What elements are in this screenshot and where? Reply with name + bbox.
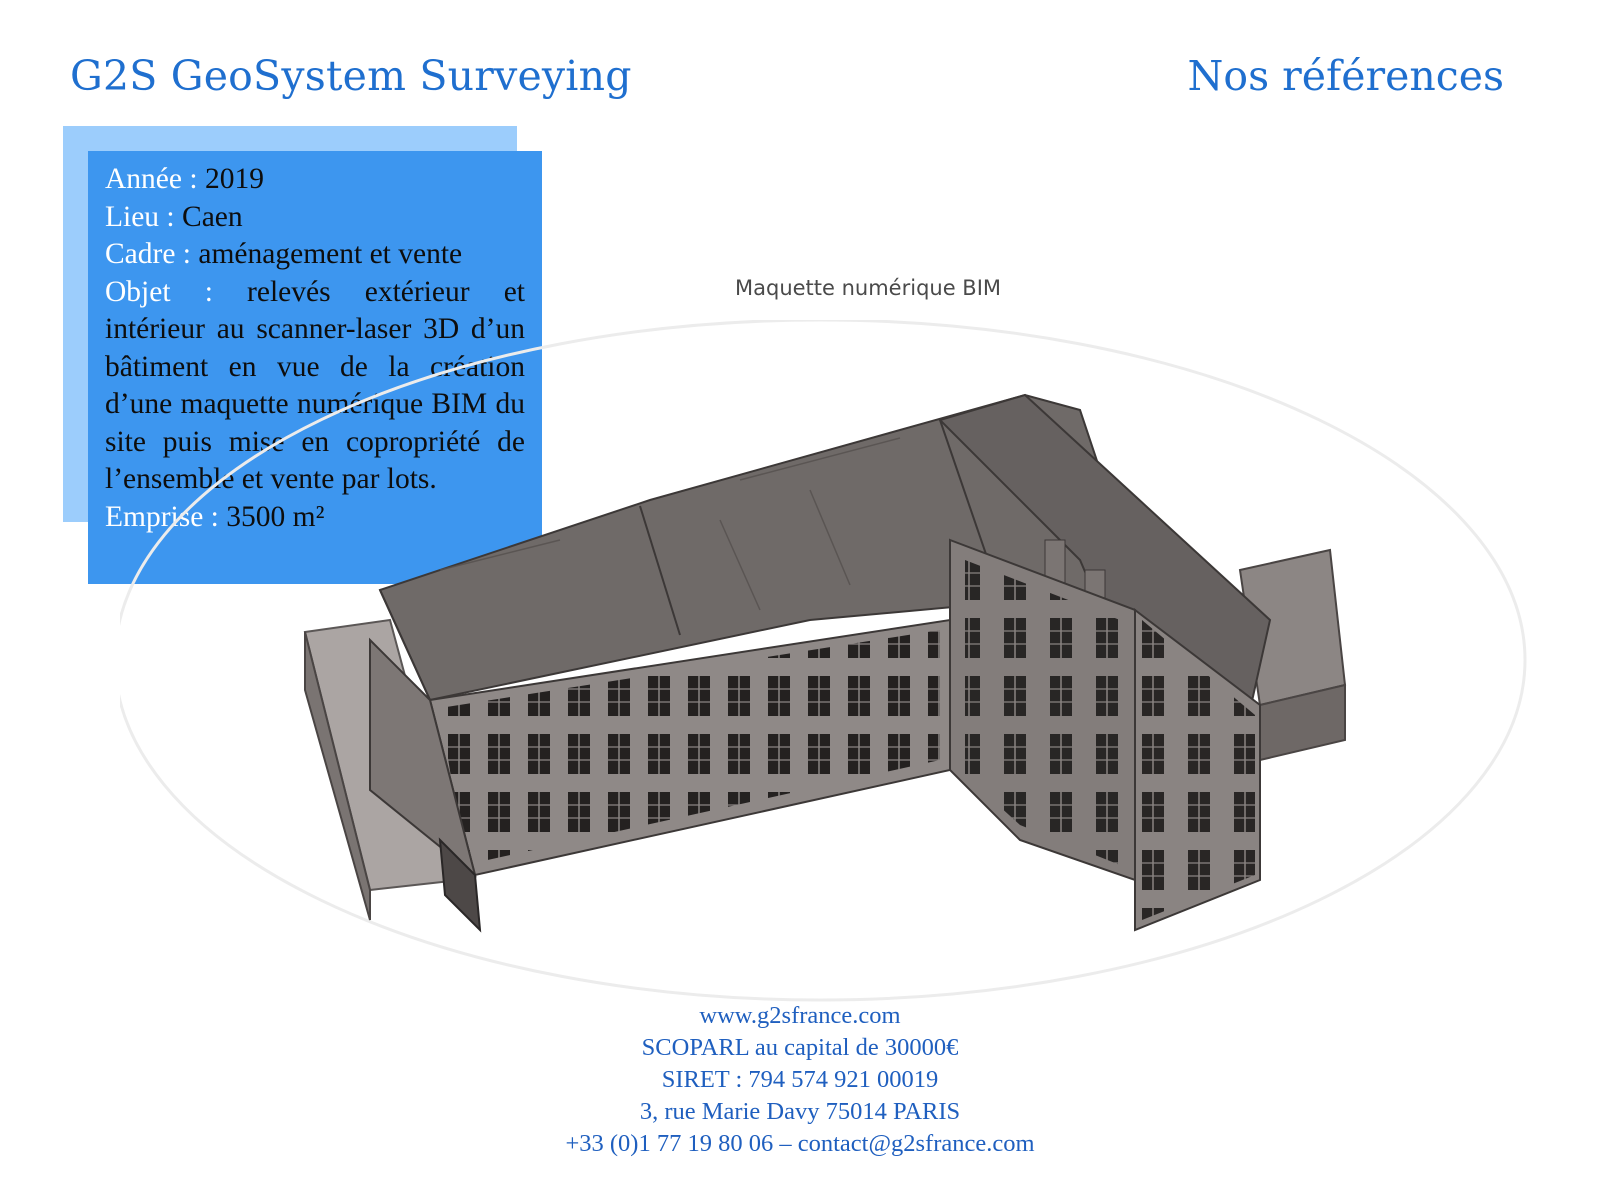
footer-company: SCOPARL au capital de 30000€ xyxy=(641,1034,959,1061)
footer-address: 3, rue Marie Davy 75014 PARIS xyxy=(639,1098,961,1125)
lieu-value: Caen xyxy=(182,200,243,233)
company-brand: G2S GeoSystem Surveying xyxy=(70,52,632,100)
emprise-label: Emprise : xyxy=(105,500,219,533)
emprise-value: 3500 m² xyxy=(226,500,325,533)
lieu-label: Lieu : xyxy=(105,200,175,233)
footer-website[interactable]: www.g2sfrance.com xyxy=(699,1002,901,1029)
footer-contact[interactable]: +33 (0)1 77 19 80 06 – contact@g2sfrance.com xyxy=(565,1130,1035,1157)
objet-value: relevés extérieur et intérieur au scanner-laser 3D d’un bâtiment en vue de la création d’une maquette numérique BIM du site puis mise en copropriété de l’ensemble et vente par lots. xyxy=(105,275,525,495)
footer-siret: SIRET : 794 574 921 00019 xyxy=(661,1066,939,1093)
annee-label: Année : xyxy=(105,163,198,195)
figure-caption: Maquette numérique BIM xyxy=(735,276,1002,300)
cadre-label: Cadre : xyxy=(105,238,192,270)
cadre-line xyxy=(105,236,525,274)
footer xyxy=(0,1000,1600,1160)
cadre-value: aménagement et vente xyxy=(198,238,463,270)
objet-label: Objet : xyxy=(105,275,213,308)
annee-line xyxy=(105,161,525,199)
page-title: Nos références xyxy=(1187,52,1504,100)
bim-model-illustration xyxy=(120,320,1580,1040)
lieu-line xyxy=(105,199,525,237)
annee-value: 2019 xyxy=(204,163,264,195)
